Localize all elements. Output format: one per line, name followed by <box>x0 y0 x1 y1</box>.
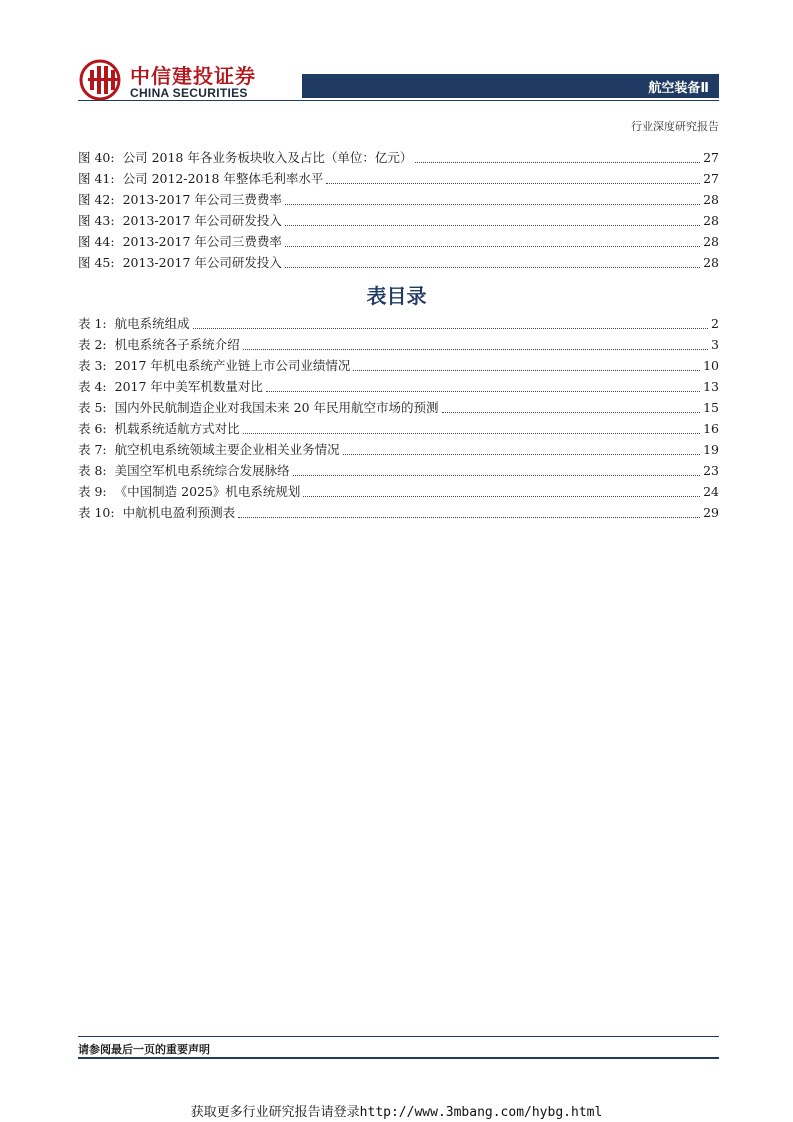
figure-entry[interactable] <box>78 210 719 231</box>
entry-title: 航空机电系统领域主要企业相关业务情况 <box>114 442 340 457</box>
dot-leader <box>238 517 700 518</box>
dot-leader <box>243 433 700 434</box>
table-entry[interactable] <box>78 460 719 481</box>
tables-heading: 表目录 <box>366 284 427 308</box>
dot-leader <box>303 496 700 497</box>
figure-entry[interactable] <box>78 147 719 168</box>
disclaimer-note: 请参阅最后一页的重要声明 <box>78 1043 210 1056</box>
entry-title: 航电系统组成 <box>114 316 190 331</box>
table-entry[interactable] <box>78 439 719 460</box>
table-entry[interactable] <box>78 334 719 355</box>
entry-page: 13 <box>703 379 719 394</box>
entry-label: 表 4: <box>78 379 107 394</box>
entry-label: 表 10: <box>78 505 115 520</box>
header-band <box>302 74 719 98</box>
entry-page: 27 <box>703 150 719 165</box>
entry-label: 表 7: <box>78 442 107 457</box>
entry-page: 23 <box>703 463 719 478</box>
entry-label: 图 41: <box>78 171 115 186</box>
entry-title: 美国空军机电系统综合发展脉络 <box>114 463 290 478</box>
entry-page: 28 <box>703 234 719 249</box>
figure-entry[interactable] <box>78 189 719 210</box>
entry-title: 2013-2017 年公司三费费率 <box>122 192 282 207</box>
header-divider <box>78 100 719 101</box>
entry-page: 28 <box>703 255 719 270</box>
entry-label: 图 43: <box>78 213 115 228</box>
page-header <box>0 0 793 140</box>
entry-label: 表 6: <box>78 421 107 436</box>
entry-title: 2013-2017 年公司研发投入 <box>122 213 282 228</box>
entry-page: 27 <box>703 171 719 186</box>
entry-label: 图 44: <box>78 234 115 249</box>
table-entry[interactable] <box>78 502 719 523</box>
dot-leader <box>285 246 700 247</box>
dot-leader <box>326 183 700 184</box>
entry-page: 29 <box>703 505 719 520</box>
table-entry[interactable] <box>78 376 719 397</box>
report-type: 行业深度研究报告 <box>631 120 719 133</box>
entry-label: 表 9: <box>78 484 107 499</box>
dot-leader <box>193 328 708 329</box>
entry-page: 15 <box>703 400 719 415</box>
entry-page: 24 <box>703 484 719 499</box>
entry-label: 表 1: <box>78 316 107 331</box>
brand-name-en: CHINA SECURITIES <box>130 86 248 100</box>
entry-title: 国内外民航制造企业对我国未来 20 年民用航空市场的预测 <box>114 400 439 415</box>
table-entry[interactable] <box>78 481 719 502</box>
china-securities-logo <box>78 58 126 102</box>
entry-page: 2 <box>711 316 719 331</box>
entry-label: 图 40: <box>78 150 115 165</box>
entry-title: 2017 年机电系统产业链上市公司业绩情况 <box>114 358 351 373</box>
dot-leader <box>415 162 700 163</box>
entry-title: 2017 年中美军机数量对比 <box>114 379 263 394</box>
dot-leader <box>442 412 701 413</box>
entry-page: 28 <box>703 192 719 207</box>
figure-entry[interactable] <box>78 231 719 252</box>
entry-label: 表 3: <box>78 358 107 373</box>
dot-leader <box>343 454 700 455</box>
brand-name-cn: 中信建投证券 <box>130 64 256 88</box>
dot-leader <box>243 349 708 350</box>
entry-title: 《中国制造 2025》机电系统规划 <box>114 484 301 499</box>
dot-leader <box>293 475 700 476</box>
entry-label: 图 42: <box>78 192 115 207</box>
table-entry[interactable] <box>78 418 719 439</box>
entry-title: 公司 2018 年各业务板块收入及占比（单位：亿元） <box>122 150 413 165</box>
entry-page: 19 <box>703 442 719 457</box>
industry-label: 航空装备Ⅱ <box>648 81 709 96</box>
figure-entry[interactable] <box>78 252 719 273</box>
entry-title: 2013-2017 年公司研发投入 <box>122 255 282 270</box>
dot-leader <box>285 204 700 205</box>
entry-page: 16 <box>703 421 719 436</box>
entry-label: 图 45: <box>78 255 115 270</box>
entry-title: 机电系统各子系统介绍 <box>114 337 240 352</box>
dot-leader <box>285 267 700 268</box>
footer-divider <box>78 1036 719 1037</box>
promo-link-text[interactable]: 获取更多行业研究报告请登录http://www.3mbang.com/hybg.html <box>190 1105 603 1120</box>
entry-label: 表 8: <box>78 463 107 478</box>
entry-label: 表 5: <box>78 400 107 415</box>
dot-leader <box>266 391 700 392</box>
entry-label: 表 2: <box>78 337 107 352</box>
entry-page: 3 <box>711 337 719 352</box>
dot-leader <box>285 225 700 226</box>
dot-leader <box>353 370 700 371</box>
entry-page: 10 <box>703 358 719 373</box>
entry-title: 2013-2017 年公司三费费率 <box>122 234 282 249</box>
entry-page: 28 <box>703 213 719 228</box>
figure-entry[interactable] <box>78 168 719 189</box>
entry-title: 公司 2012-2018 年整体毛利率水平 <box>122 171 324 186</box>
table-entry[interactable] <box>78 313 719 334</box>
entry-title: 中航机电盈利预测表 <box>122 505 236 520</box>
footer-divider-thick <box>78 1057 719 1059</box>
table-entry[interactable] <box>78 355 719 376</box>
entry-title: 机载系统适航方式对比 <box>114 421 240 436</box>
table-entry[interactable] <box>78 397 719 418</box>
